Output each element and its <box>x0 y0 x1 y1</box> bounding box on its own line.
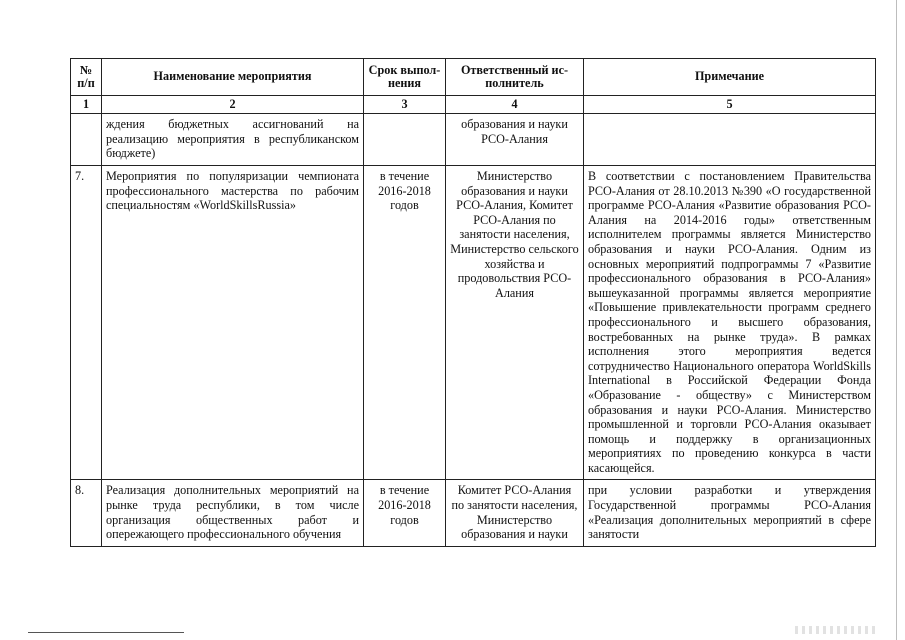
measure-name: Мероприятия по популяризации чемпионата профессионального мастерства по рабочим специальностям «WorldSkillsRussia» <box>102 166 364 480</box>
header-row <box>71 59 876 96</box>
measure-executor: образования и науки РСО-Алания <box>446 114 584 166</box>
measure-term: в течение 2016-2018 годов <box>364 480 446 546</box>
scan-artifact <box>795 626 875 634</box>
table-row <box>71 114 876 166</box>
header-executor: Ответственный ис-полнитель <box>446 59 584 96</box>
column-number: 2 <box>102 96 364 114</box>
column-number: 3 <box>364 96 446 114</box>
measures-table <box>70 58 876 547</box>
table-row <box>71 480 876 546</box>
measure-name: Реализация дополнительных мероприятий на рынке труда республики, в том числе организация общественных работ и опережающего профессионального обучения <box>102 480 364 546</box>
column-number: 4 <box>446 96 584 114</box>
column-number-row <box>71 96 876 114</box>
column-number: 5 <box>584 96 876 114</box>
row-number: 8. <box>71 480 102 546</box>
header-note: Примечание <box>584 59 876 96</box>
measure-term: в течение 2016-2018 годов <box>364 166 446 480</box>
footnote-separator <box>28 632 184 633</box>
header-number: № п/п <box>71 59 102 96</box>
table-row <box>71 166 876 480</box>
page-edge <box>896 0 897 640</box>
measure-term <box>364 114 446 166</box>
measure-note <box>584 114 876 166</box>
row-number: 7. <box>71 166 102 480</box>
measure-note: при условии разработки и утверждения Государственной программы РСО-Алания «Реализация дополнительных мероприятий в сфере занятости <box>584 480 876 546</box>
measure-note: В соответствии с постановлением Правительства РСО-Алания от 28.10.2013 №390 «О государственной программе РСО-Алания «Развитие образования РСО-Алания на 2014-2016 годы» ответственным исполнителем программы является Министерство образования и науки РСО-Алания. Одним из основных мероприятий подпрограммы 7 «Развитие профессионального образования в РСО-Алания» вышеуказанной программы является мероприятие «Повышение привлекательности программ среднего профессионального и высшего образования, востребованных на рынке труда». В рамках исполнения этого мероприятия ведется сотрудничество Национального оператора WorldSkills International в Российской Федерации Фонда «Образование - обществу» с Министерством образования и науки РСО-Алания. Министерство промышленной и торговли РСО-Алания оказывает помощь и поддержку в организационных мероприятиях по проведению конкурса в части касающейся. <box>584 166 876 480</box>
row-number <box>71 114 102 166</box>
header-term: Срок выпол-нения <box>364 59 446 96</box>
column-number: 1 <box>71 96 102 114</box>
header-name: Наименование мероприятия <box>102 59 364 96</box>
measure-executor: Комитет РСО-Алания по занятости населения, Министерство образования и науки <box>446 480 584 546</box>
measure-name: ждения бюджетных ассигнований на реализацию мероприятия в республиканском бюджете) <box>102 114 364 166</box>
measure-executor: Министерство образования и науки РСО-Алания, Комитет РСО-Алания по занятости населения, Министерство сельского хозяйства и продовольствия РСО-Алания <box>446 166 584 480</box>
